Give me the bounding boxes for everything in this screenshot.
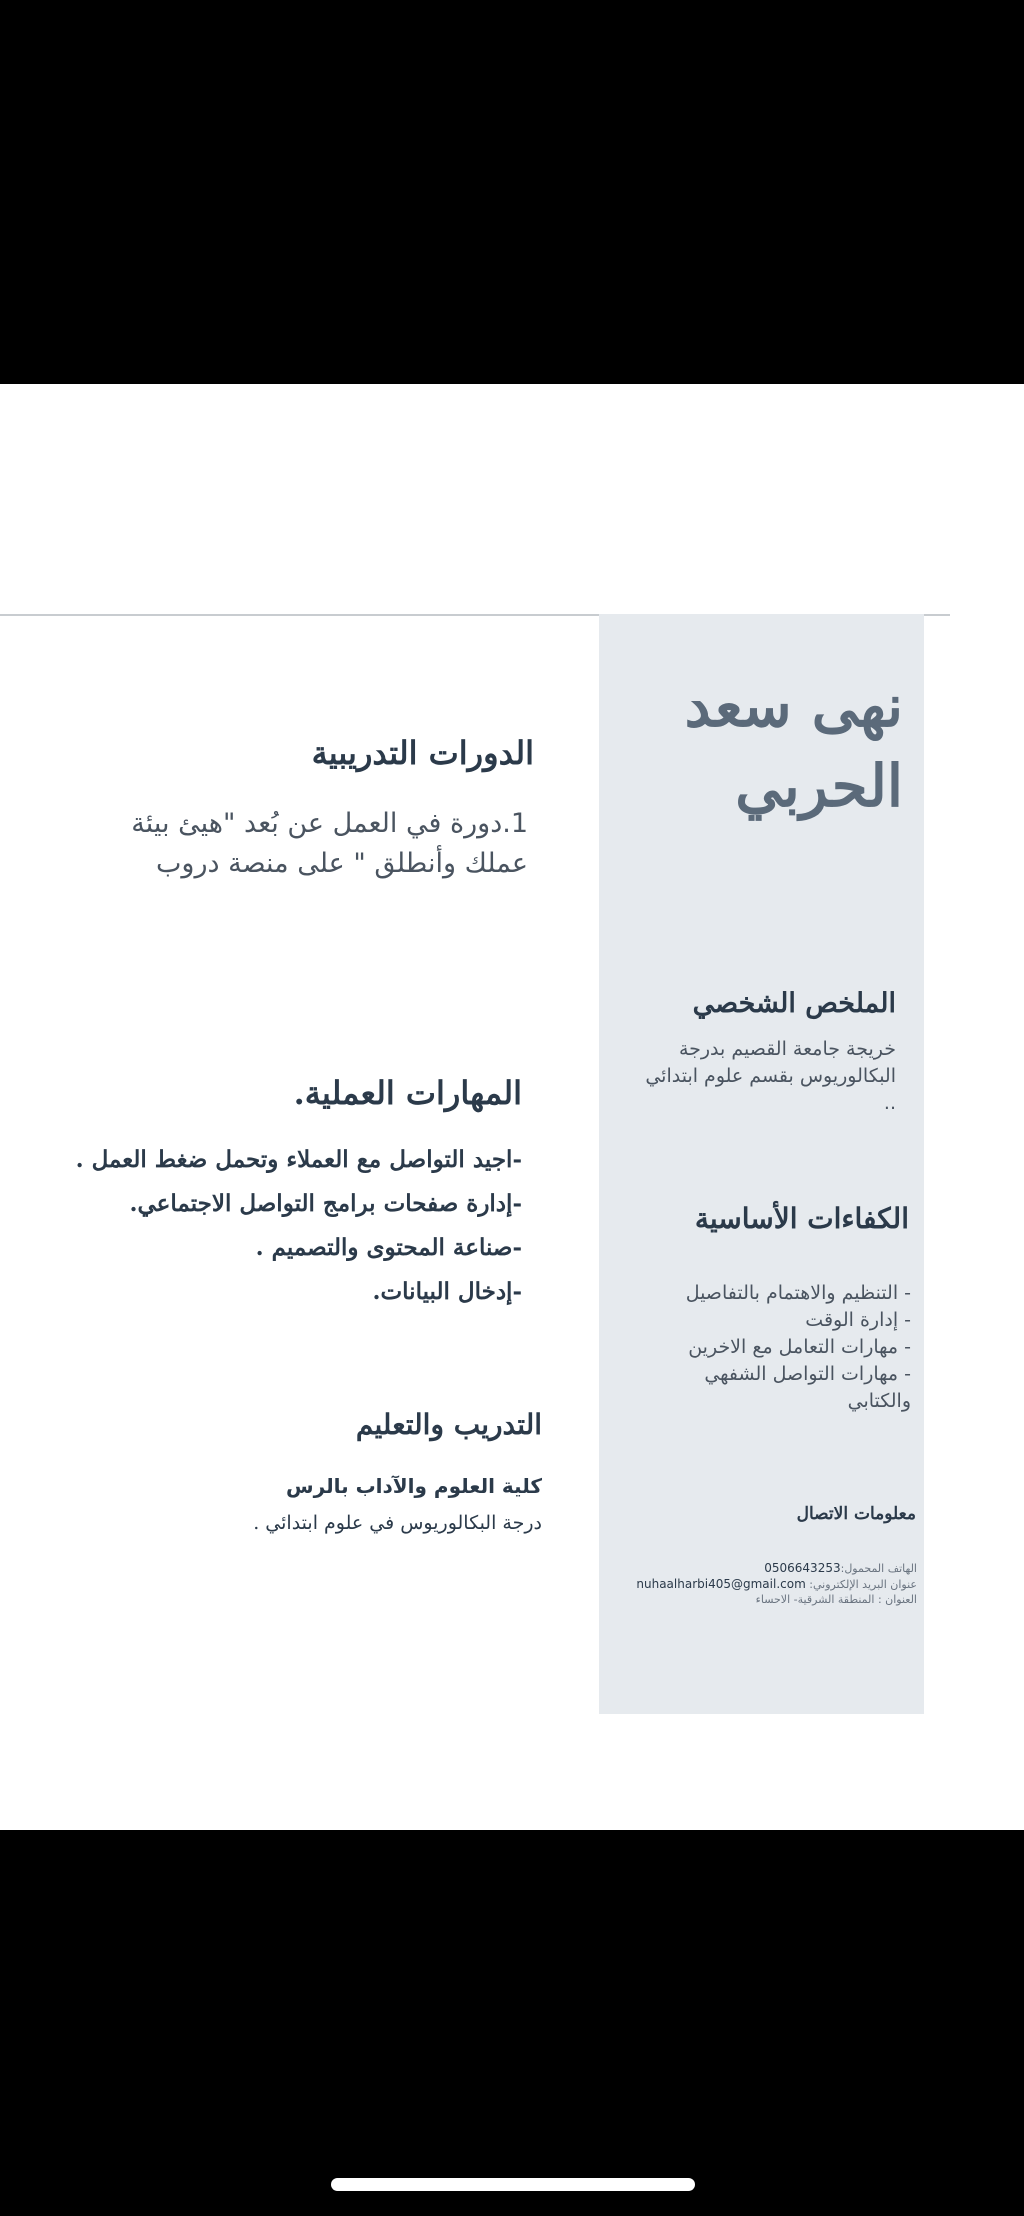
- phone-line: [764, 1560, 917, 1577]
- address-value: المنطقة الشرقية- الاحساء: [755, 1593, 875, 1606]
- person-name: نهى سعد الحربي: [684, 672, 903, 820]
- list-item: -إدخال البيانات.: [372, 1278, 522, 1305]
- practical-skills-heading: المهارات العملية.: [293, 1074, 522, 1112]
- list-item: -صناعة المحتوى والتصميم .: [255, 1234, 522, 1261]
- list-item: - مهارات التعامل مع الاخرين: [688, 1336, 911, 1358]
- education-heading: التدريب والتعليم: [355, 1408, 542, 1441]
- list-item: -إدارة صفحات برامج التواصل الاجتماعي.: [129, 1190, 522, 1217]
- email-value[interactable]: nuhaalharbi405@gmail.com: [636, 1577, 806, 1591]
- list-item: - إدارة الوقت: [805, 1309, 911, 1331]
- core-skills-list: [651, 1280, 911, 1415]
- address-label: العنوان :: [877, 1593, 917, 1606]
- resume-page: [0, 384, 1024, 1830]
- training-courses-heading: الدورات التدريبية: [311, 734, 534, 772]
- practical-skills-list: [76, 1138, 522, 1314]
- email-line: [636, 1576, 917, 1593]
- summary-heading: الملخص الشخصي: [692, 988, 896, 1019]
- list-item: -اجيد التواصل مع العملاء وتحمل ضغط العمل .: [75, 1146, 522, 1173]
- list-item: - مهارات التواصل الشفهي والكتابي: [704, 1363, 911, 1412]
- education-college: كلية العلوم والآداب بالرس: [286, 1474, 542, 1498]
- email-label: عنوان البريد الإلكتروني:: [809, 1578, 917, 1591]
- contact-heading: معلومات الاتصال: [796, 1504, 916, 1524]
- training-course-item: 1.دورة في العمل عن بُعد "هيئ بيئة عملك وأنطلق " على منصة دروب: [131, 808, 528, 879]
- education-degree: درجة البكالوريوس في علوم ابتدائي .: [253, 1512, 542, 1534]
- phone-value: 0506643253: [764, 1561, 841, 1575]
- address-line: [756, 1592, 917, 1608]
- phone-label: الهاتف المحمول:: [840, 1562, 917, 1575]
- list-item: - التنظيم والاهتمام بالتفاصيل: [685, 1282, 911, 1304]
- home-indicator[interactable]: [331, 2178, 695, 2191]
- core-skills-heading: الكفاءات الأساسية: [694, 1202, 909, 1235]
- summary-text: خريجة جامعة القصيم بدرجة البكالوريوس بقسم علوم ابتدائي ..: [645, 1038, 896, 1114]
